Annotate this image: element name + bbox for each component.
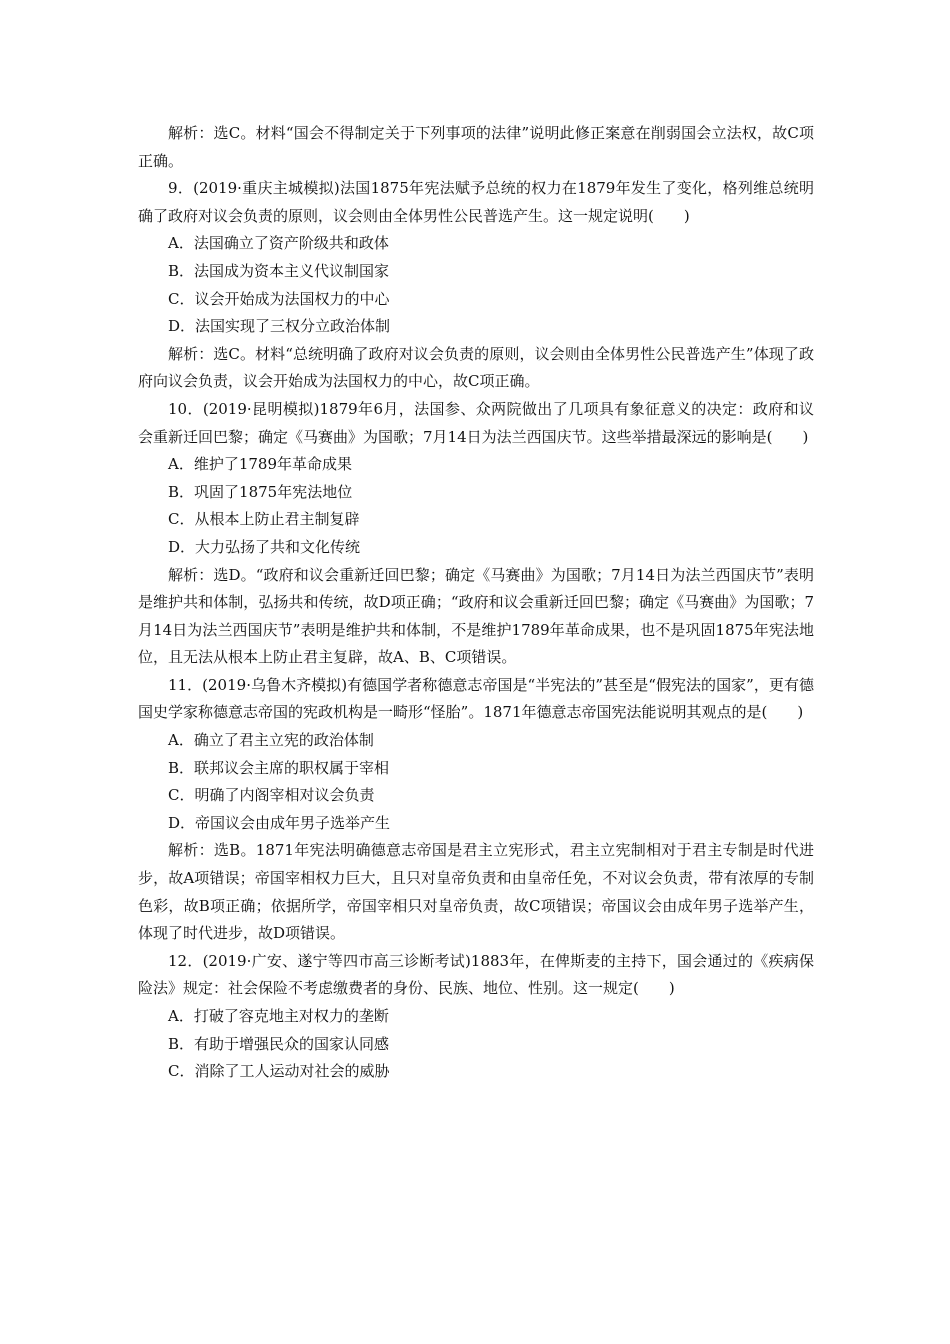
question-10-stem: 10．(2019·昆明模拟)1879年6月，法国参、众两院做出了几项具有象征意义的决定：政府和议会重新迁回巴黎；确定《马赛曲》为国歌；7月14日为法兰西国庆节。这些举措最深远的影响是( ) bbox=[138, 399, 814, 446]
question-11-option-c: C．明确了内阁宰相对议会负责 bbox=[168, 786, 375, 805]
answer-explanation-11: 解析：选B。1871年宪法明确德意志帝国是君主立宪形式，君主立宪制相对于君主专制是时代进步，故A项错误；帝国宰相权力巨大，且只对皇帝负责和由皇帝任免，不对议会负责，带有浓厚的专制色彩，故B项正确；依据所学，帝国宰相只对皇帝负责，故C项错误；帝国议会由成年男子选举产生，体现了时代进步，故D项错误。 bbox=[138, 841, 814, 943]
question-11-option-d: D．帝国议会由成年男子选举产生 bbox=[168, 813, 391, 832]
question-10-option-a: A．维护了1789年革命成果 bbox=[168, 455, 353, 474]
answer-explanation-8: 解析：选C。材料“国会不得制定关于下列事项的法律”说明此修正案意在削弱国会立法权，故C项正确。 bbox=[138, 124, 814, 170]
document-page bbox=[138, 120, 814, 1086]
question-11-stem: 11．(2019·乌鲁木齐模拟)有德国学者称德意志帝国是“半宪法的”甚至是“假宪法的国家”，更有德国史学家称德意志帝国的宪政机构是一畸形“怪胎”。1871年德意志帝国宪法能说明其观点的是( ) bbox=[138, 675, 814, 722]
question-9-stem: 9．(2019·重庆主城模拟)法国1875年宪法赋予总统的权力在1879年发生了变化，格列维总统明确了政府对议会负责的原则，议会则由全体男性公民普选产生。这一规定说明( ) bbox=[138, 179, 814, 225]
question-9-option-a: A．法国确立了资产阶级共和政体 bbox=[168, 234, 389, 253]
question-10-option-c: C．从根本上防止君主制复辟 bbox=[168, 510, 360, 529]
answer-explanation-9: 解析：选C。材料“总统明确了政府对议会负责的原则，议会则由全体男性公民普选产生”体现了政府向议会负责，议会开始成为法国权力的中心，故C项正确。 bbox=[138, 344, 814, 391]
answer-explanation-10: 解析：选D。“政府和议会重新迁回巴黎；确定《马赛曲》为国歌；7月14日为法兰西国庆节”表明是维护共和体制，弘扬共和传统，故D项正确；“政府和议会重新迁回巴黎；确定《马赛曲》为国歌；7月14日为法兰西国庆节”表明是维护共和体制，不是维护1789年革命成果，也不是巩固1875年宪法地位，且无法从根本上防止君主复辟，故A、B、C项错误。 bbox=[138, 565, 814, 667]
question-10-option-b: B．巩固了1875年宪法地位 bbox=[168, 482, 353, 501]
question-12-option-c: C．消除了工人运动对社会的威胁 bbox=[168, 1062, 390, 1081]
question-12-option-b: B．有助于增强民众的国家认同感 bbox=[168, 1034, 390, 1053]
question-12-stem: 12．(2019·广安、遂宁等四市高三诊断考试)1883年，在俾斯麦的主持下，国会通过的《疾病保险法》规定：社会保险不考虑缴费者的身份、民族、地位、性别。这一规定( ) bbox=[138, 951, 814, 998]
question-10-option-d: D．大力弘扬了共和文化传统 bbox=[168, 537, 361, 556]
question-9-option-b: B．法国成为资本主义代议制国家 bbox=[168, 261, 390, 280]
question-12-option-a: A．打破了容克地主对权力的垄断 bbox=[168, 1007, 389, 1025]
question-11-option-b: B．联邦议会主席的职权属于宰相 bbox=[168, 758, 390, 777]
question-9-option-d: D．法国实现了三权分立政治体制 bbox=[168, 317, 391, 336]
question-9-option-c: C．议会开始成为法国权力的中心 bbox=[168, 289, 390, 308]
question-11-option-a: A．确立了君主立宪的政治体制 bbox=[168, 731, 374, 750]
